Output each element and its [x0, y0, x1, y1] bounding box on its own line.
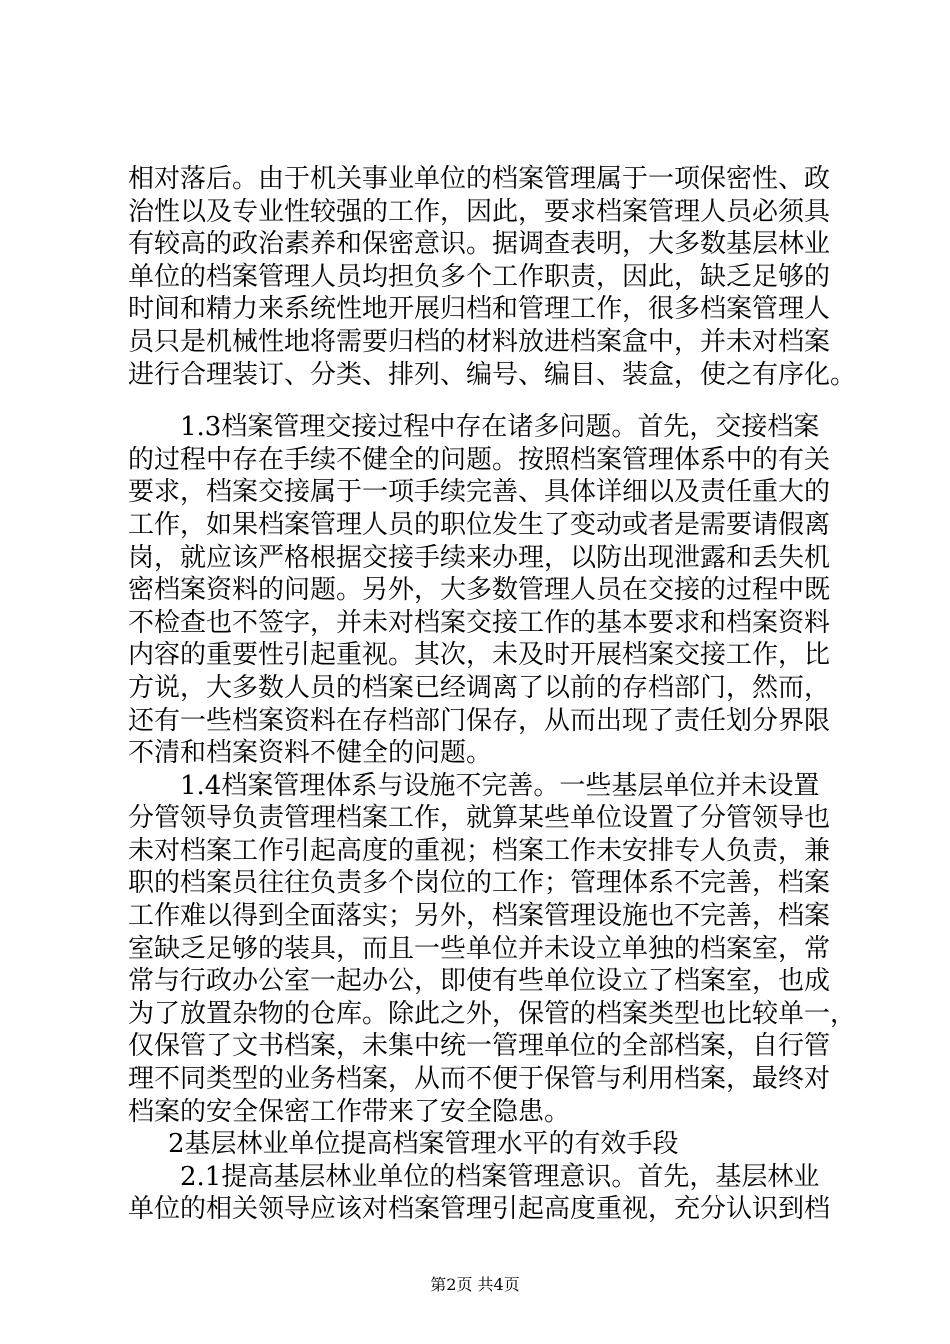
paragraph-2-1	[128, 1161, 831, 1226]
text-line: 内容的重要性引起重视。其次，未及时开展档案交接工作，比	[128, 640, 831, 671]
text-line: 理不同类型的业务档案，从而不便于保管与利用档案，最终对	[128, 1064, 831, 1095]
paragraph-1-3	[128, 411, 831, 770]
text-line: 未对档案工作引起高度的重视；档案工作未安排专人负责，兼	[128, 835, 831, 866]
text-line: 仅保管了文书档案，未集中统一管理单位的全部档案，自行管	[128, 1031, 831, 1062]
text-line: 工作，如果档案管理人员的职位发生了变动或者是需要请假离	[128, 509, 831, 540]
text-line: 常与行政办公室一起办公，即使有些单位设立了档案室，也成	[128, 966, 831, 997]
text-line: 时间和精力来系统性地开展归档和管理工作，很多档案管理人	[128, 294, 831, 325]
text-line: 的过程中存在手续不健全的问题。按照档案管理体系中的有关	[128, 444, 831, 475]
text-line: 工作难以得到全面落实；另外，档案管理设施也不完善，档案	[128, 901, 831, 932]
text-line: 2.1提高基层林业单位的档案管理意识。首先，基层林业	[180, 1161, 820, 1192]
text-line: 档案的安全保密工作带来了安全隐患。	[128, 1096, 571, 1127]
paragraph-gap	[128, 391, 828, 411]
text-line: 室缺乏足够的装具，而且一些单位并未设立单独的档案室，常	[128, 933, 831, 964]
paragraph-1	[128, 163, 857, 391]
text-line: 方说，大多数人员的档案已经调离了以前的存档部门，然而，	[128, 672, 831, 703]
text-line: 进行合理装订、分类、排列、编号、编目、装盒，使之有序化。	[128, 359, 857, 390]
text-line: 有较高的政治素养和保密意识。据调查表明，大多数基层林业	[128, 229, 831, 260]
text-line: 1.4档案管理体系与设施不完善。一些基层单位并未设置	[180, 770, 820, 801]
text-line: 密档案资料的问题。另外，大多数管理人员在交接的过程中既	[128, 575, 831, 606]
text-line: 职的档案员往往负责多个岗位的工作；管理体系不完善，档案	[128, 868, 831, 899]
document-body	[128, 163, 857, 1226]
text-line: 分管领导负责管理档案工作，就算某些单位设置了分管领导也	[128, 803, 831, 834]
text-line: 员只是机械性地将需要归档的材料放进档案盒中，并未对档案	[128, 326, 831, 357]
text-line: 不检查也不签字，并未对档案交接工作的基本要求和档案资料	[128, 607, 831, 638]
text-line: 为了放置杂物的仓库。除此之外，保管的档案类型也比较单一，	[128, 998, 857, 1029]
paragraph-1-4	[128, 770, 857, 1129]
text-line: 不清和档案资料不健全的问题。	[128, 738, 493, 769]
text-line: 单位的相关领导应该对档案管理引起高度重视，充分认识到档	[128, 1194, 831, 1225]
text-line: 1.3档案管理交接过程中存在诸多问题。首先，交接档案	[180, 412, 820, 443]
page-footer: 第2页 共4页	[430, 1275, 520, 1294]
text-line: 相对落后。由于机关事业单位的档案管理属于一项保密性、政	[128, 164, 831, 194]
section-heading: 2基层林业单位提高档案管理水平的有效手段	[168, 1129, 679, 1160]
text-line: 单位的档案管理人员均担负多个工作职责，因此，缺乏足够的	[128, 261, 831, 292]
text-line: 岗，就应该严格根据交接手续来办理，以防出现泄露和丢失机	[128, 542, 831, 573]
text-line: 治性以及专业性较强的工作，因此，要求档案管理人员必须具	[128, 196, 831, 227]
text-line: 要求，档案交接属于一项手续完善、具体详细以及责任重大的	[128, 477, 831, 508]
text-line: 还有一些档案资料在存档部门保存，从而出现了责任划分界限	[128, 705, 831, 736]
